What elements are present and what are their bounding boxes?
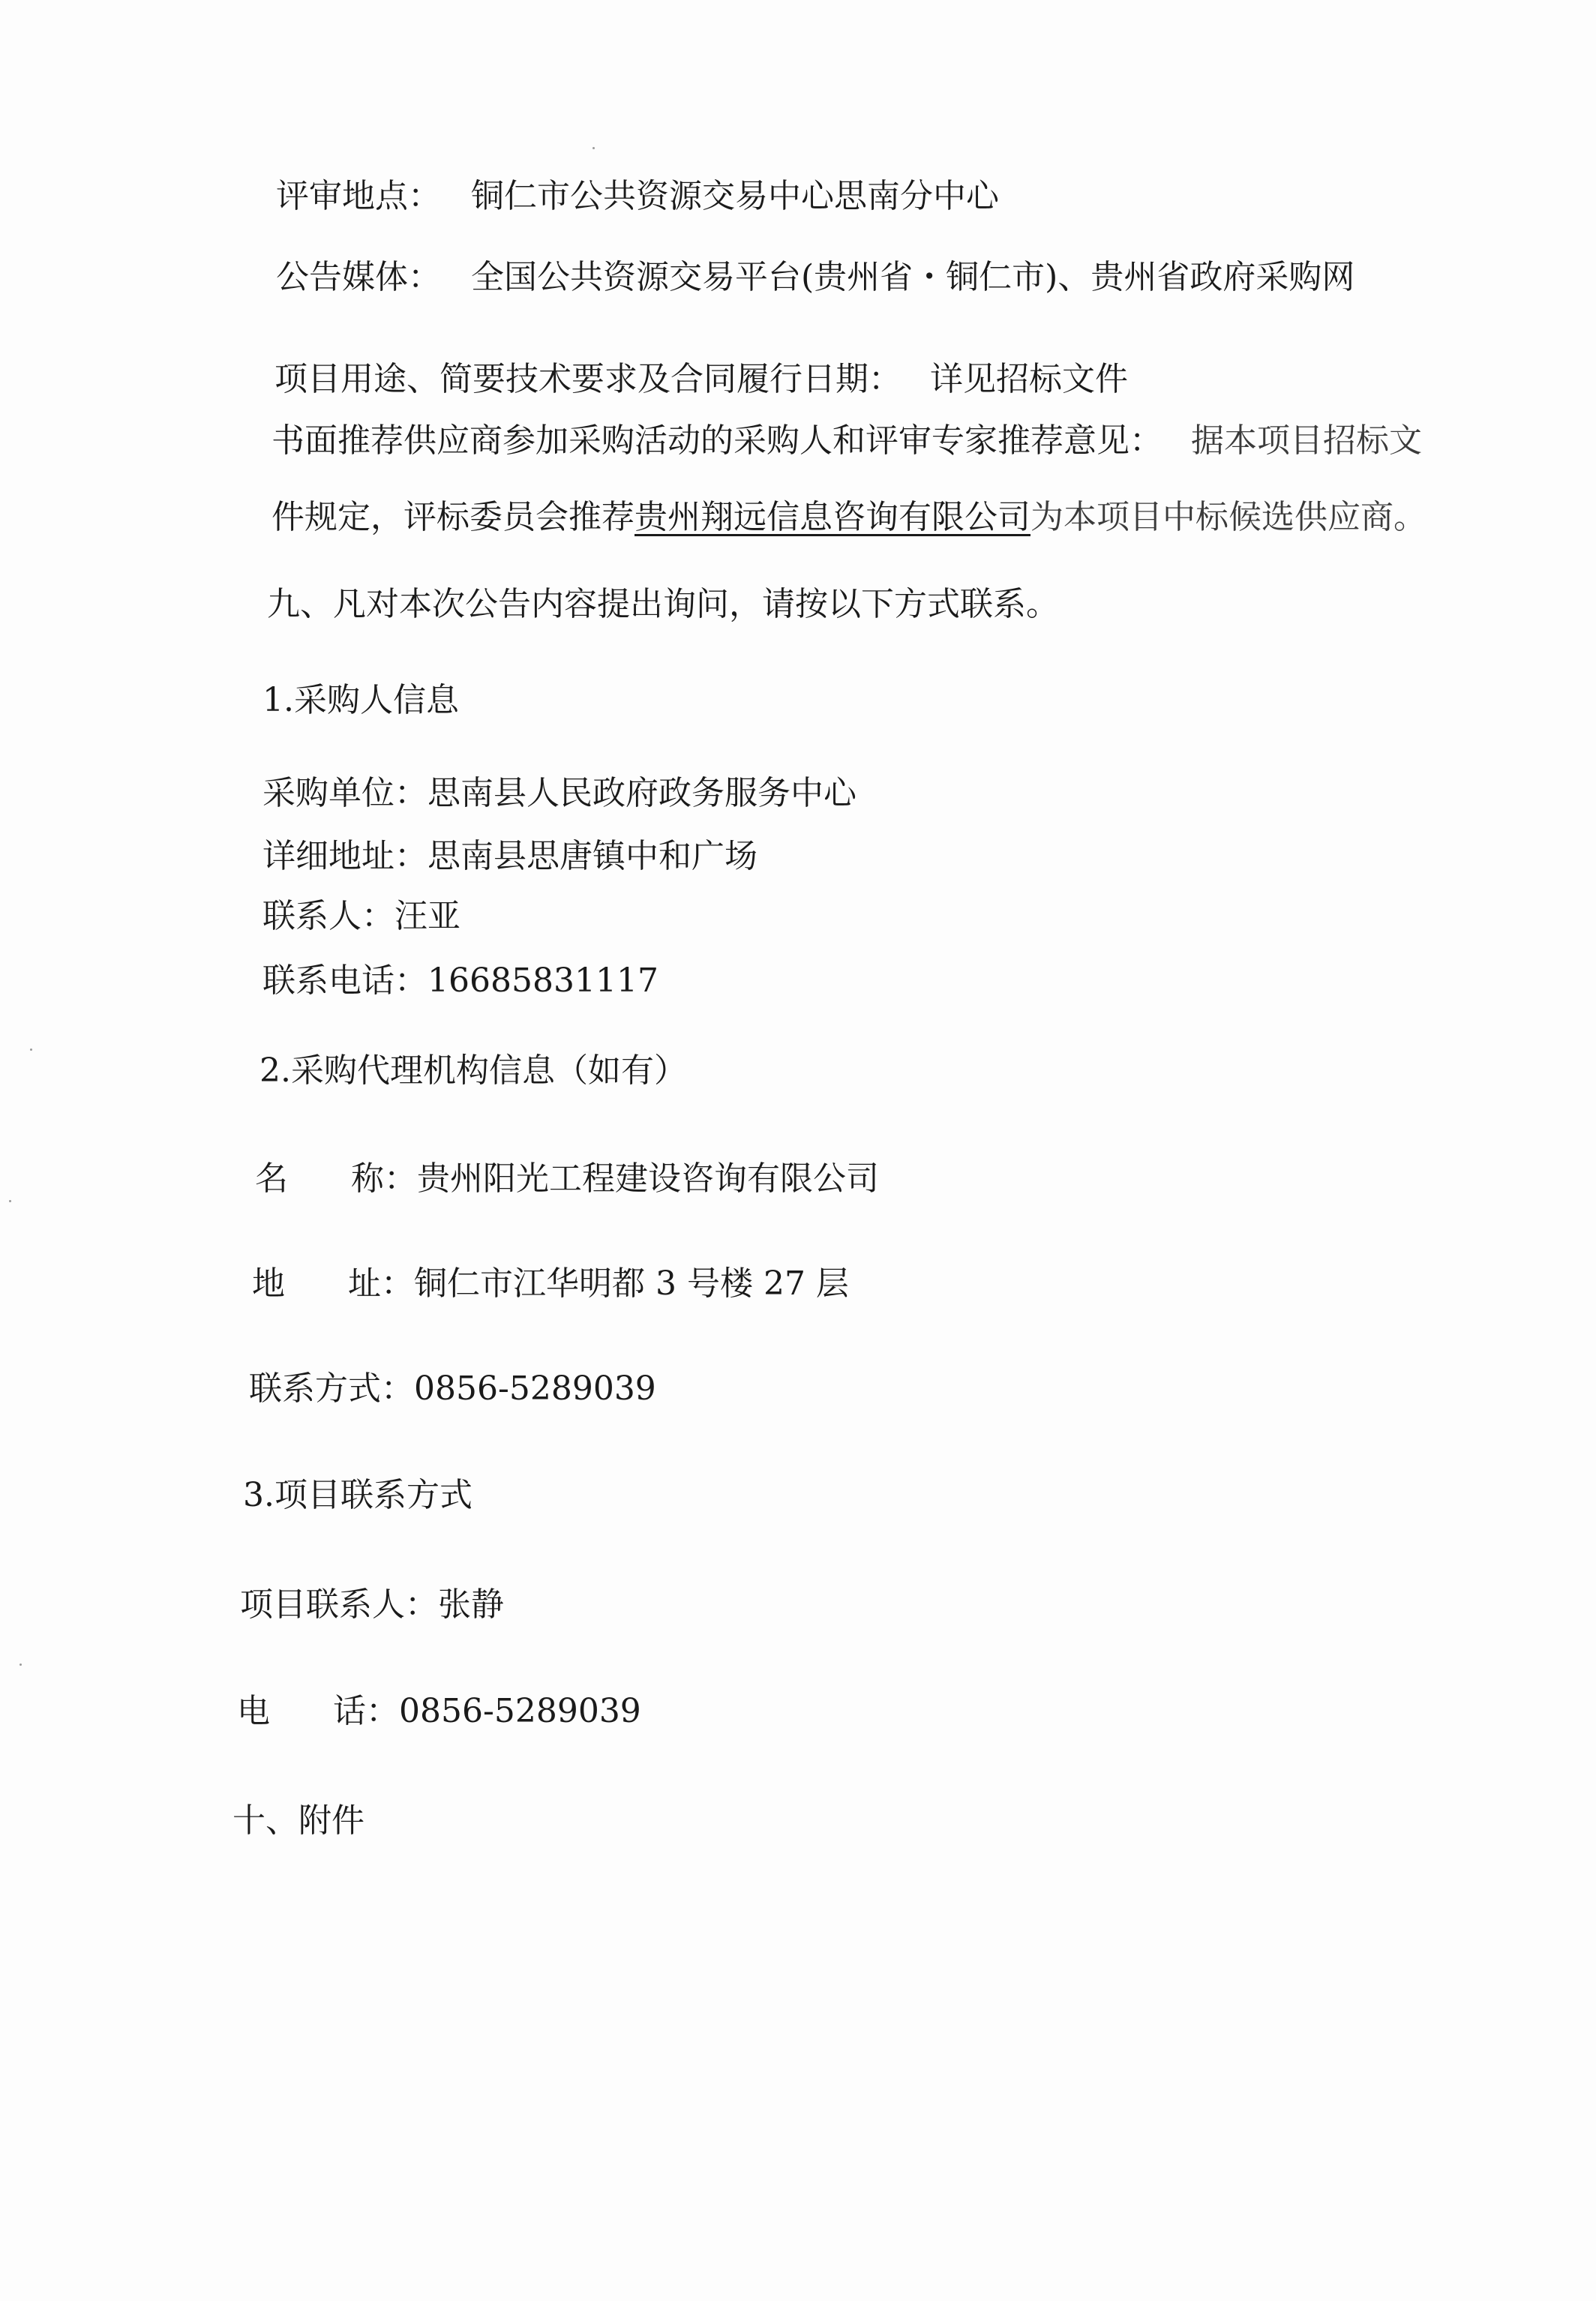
recommendation-value-line1: 据本项目招标文 — [1191, 422, 1422, 460]
review-location-label: 评审地点： — [276, 177, 441, 215]
agency-address-label-b: 址： — [348, 1264, 414, 1303]
notice-media-label: 公告媒体： — [276, 258, 441, 296]
project-person-line — [240, 1582, 504, 1628]
recommended-company: 贵州翔远信息咨询有限公司 — [634, 498, 1030, 536]
project-phone-line — [237, 1689, 641, 1734]
scan-speck — [592, 147, 595, 149]
project-person: 张静 — [438, 1586, 504, 1624]
project-person-label: 项目联系人： — [240, 1586, 438, 1624]
agency-address-line — [252, 1262, 849, 1306]
purchaser-contact: 汪亚 — [394, 897, 460, 935]
recommendation-prefix: 件规定，评标委员会推荐 — [272, 498, 634, 536]
scan-speck — [30, 1048, 32, 1051]
recommendation-suffix: 为本项目中标候选供应商。 — [1030, 498, 1426, 536]
purchaser-contact-line — [262, 894, 460, 939]
recommendation-line-2 — [272, 495, 1426, 540]
agency-address: 铜仁市江华明都 3 号楼 27 层 — [414, 1264, 849, 1303]
agency-heading: 2.采购代理机构信息（如有） — [260, 1052, 687, 1090]
recommendation-line-1 — [272, 418, 1422, 464]
purchaser-unit-label: 采购单位： — [262, 774, 428, 812]
agency-name-label-b: 称： — [351, 1160, 417, 1198]
agency-contact-label: 联系方式： — [249, 1370, 414, 1408]
purchaser-address: 思南县思唐镇中和广场 — [428, 837, 758, 875]
purchaser-heading: 1.采购人信息 — [262, 681, 459, 719]
agency-name: 贵州阳光工程建设咨询有限公司 — [417, 1160, 879, 1198]
review-location-value: 铜仁市公共资源交易中心思南分中心 — [471, 177, 999, 215]
review-location-line — [276, 174, 999, 219]
scan-speck — [20, 1664, 22, 1666]
purchaser-contact-label: 联系人： — [262, 897, 394, 935]
project-usage-label: 项目用途、简要技术要求及合同履行日期： — [274, 360, 902, 398]
project-phone-label-b: 话： — [333, 1692, 399, 1730]
agency-name-line — [255, 1156, 879, 1202]
agency-contact-line — [249, 1366, 656, 1412]
purchaser-unit-line — [262, 771, 856, 816]
project-usage-value: 详见招标文件 — [930, 360, 1128, 398]
purchaser-phone-line — [262, 958, 658, 1004]
project-usage-line — [274, 357, 1128, 402]
section10-title: 十、附件 — [232, 1802, 364, 1840]
agency-address-label-a: 地 — [252, 1264, 285, 1303]
agency-contact: 0856-5289039 — [414, 1370, 656, 1408]
agency-name-label-a: 名 — [255, 1160, 288, 1198]
project-phone: 0856-5289039 — [399, 1692, 641, 1730]
notice-media-value: 全国公共资源交易平台(贵州省・铜仁市)、贵州省政府采购网 — [471, 258, 1355, 296]
notice-media-line — [276, 255, 1354, 300]
section9-title: 九、凡对本次公告内容提出询问，请按以下方式联系。 — [267, 585, 1059, 623]
purchaser-phone: 16685831117 — [428, 962, 658, 1000]
purchaser-address-line — [262, 834, 758, 879]
purchaser-unit: 思南县人民政府政务服务中心 — [428, 774, 856, 812]
recommendation-label: 书面推荐供应商参加采购活动的采购人和评审专家推荐意见： — [272, 422, 1162, 460]
project-contact-heading: 3.项目联系方式 — [243, 1476, 472, 1514]
purchaser-address-label: 详细地址： — [262, 837, 428, 875]
project-phone-label-a: 电 — [237, 1692, 270, 1730]
scan-speck — [9, 1200, 11, 1202]
purchaser-phone-label: 联系电话： — [262, 962, 428, 1000]
